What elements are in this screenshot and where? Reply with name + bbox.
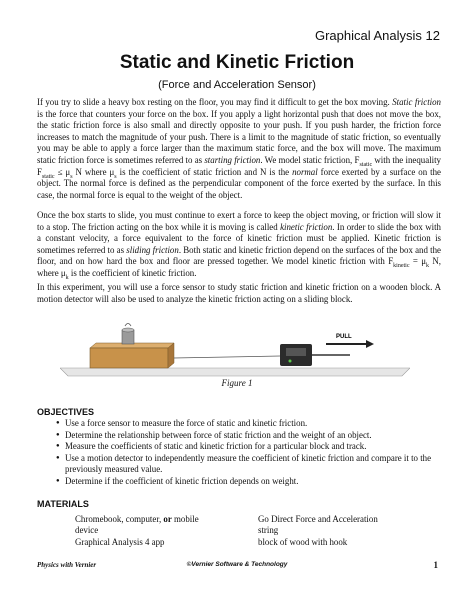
material-item: Go Direct Force and Acceleration	[258, 514, 378, 524]
pull-arrow	[326, 340, 374, 348]
intro-paragraph: If you try to slide a heavy box resting on the floor, you may find it difficult to get the box moving. Static friction is the force that counters your force on the box. If you apply a light horizontal push that does not move the box, the static friction force is also small and directly opposite to your push. If you push harder, the friction force increases to match the magnitude of your push. There is a limit to the magnitude of static friction, so eventually you may be able to apply a force larger than the maximum static force, and the box will move. The maximum static friction force is sometimes referred to as starting friction. We model static friction, $F_{static}$ with the inequality $F_{static} \le \mu_s$ N where $\mu_s$ is the coefficient of static friction and N is the normal force exerted by a surface on the object. The normal force is defined as the perpendicular component of the force exerted by the surface. In this case, the normal force is equal to the weight of the object.	[37, 97, 441, 200]
list-item: ● Use a motion detector to independently measure the coefficient of kinetic friction and compare it to the previously measured value.	[56, 453, 446, 476]
material-item: Chromebook, computer, or mobile	[75, 514, 199, 524]
materials-heading: MATERIALS	[37, 499, 89, 509]
list-item: ● Determine the relationship between force of static friction and the weight of an object.	[56, 430, 446, 442]
footer-copyright: ©Vernier Software & Technology	[186, 561, 288, 568]
pull-label: PULL	[336, 334, 352, 340]
list-item: ● Determine if the coefficient of kinetic friction depends on weight.	[56, 476, 446, 488]
running-header: Graphical Analysis 12	[314, 28, 440, 43]
list-item: ● Use a force sensor to measure the force of static and kinetic friction.	[56, 418, 446, 430]
experiment-paragraph: In this experiment, you will use a force sensor to study static friction and kinetic friction on a wooden block. A motion detector will also be used to analyze the kinetic friction acting on a sliding block.	[37, 282, 441, 304]
kinetic-paragraph: Once the box starts to slide, you must continue to exert a force to keep the object moving, or friction will slow it to a stop. The friction acting on the box while it is moving is called kinetic friction. In order to slide the box with a constant velocity, a force equivalent to the force of kinetic friction must be applied. Kinetic friction is sometimes referred to as sliding friction. Both static and kinetic friction depend on the surfaces of the box and the floor, and on how hard the box and floor are pressed together. We model kinetic friction with $F_{kinetic} = \mu_k$ N, where $\mu_k$ is the coefficient of kinetic friction.	[37, 210, 442, 281]
material-item: block of wood with hook	[258, 536, 348, 547]
materials-column-1	[75, 514, 199, 548]
material-item: Graphical Analysis 4 app	[75, 536, 165, 547]
figure-caption: Figure 1	[221, 378, 253, 388]
force-sensor	[280, 344, 350, 366]
table-surface	[60, 368, 410, 376]
list-item: ● Measure the coefficients of static and kinetic friction for a particular block and track.	[56, 441, 446, 453]
material-item: string	[258, 525, 279, 536]
objectives-list	[56, 418, 446, 488]
page-number: 1	[433, 560, 438, 570]
string	[174, 356, 280, 358]
material-item-cont: device	[75, 525, 99, 536]
page-subtitle: (Force and Acceleration Sensor)	[158, 79, 316, 91]
figure-1-illustration	[60, 318, 410, 382]
page-title: Static and Kinetic Friction	[119, 52, 355, 73]
wooden-block	[90, 343, 174, 368]
objectives-heading: OBJECTIVES	[37, 407, 95, 417]
mass-weight	[122, 324, 134, 345]
materials-column-2	[258, 514, 378, 548]
footer-book-title: Physics with Vernier	[37, 561, 97, 569]
